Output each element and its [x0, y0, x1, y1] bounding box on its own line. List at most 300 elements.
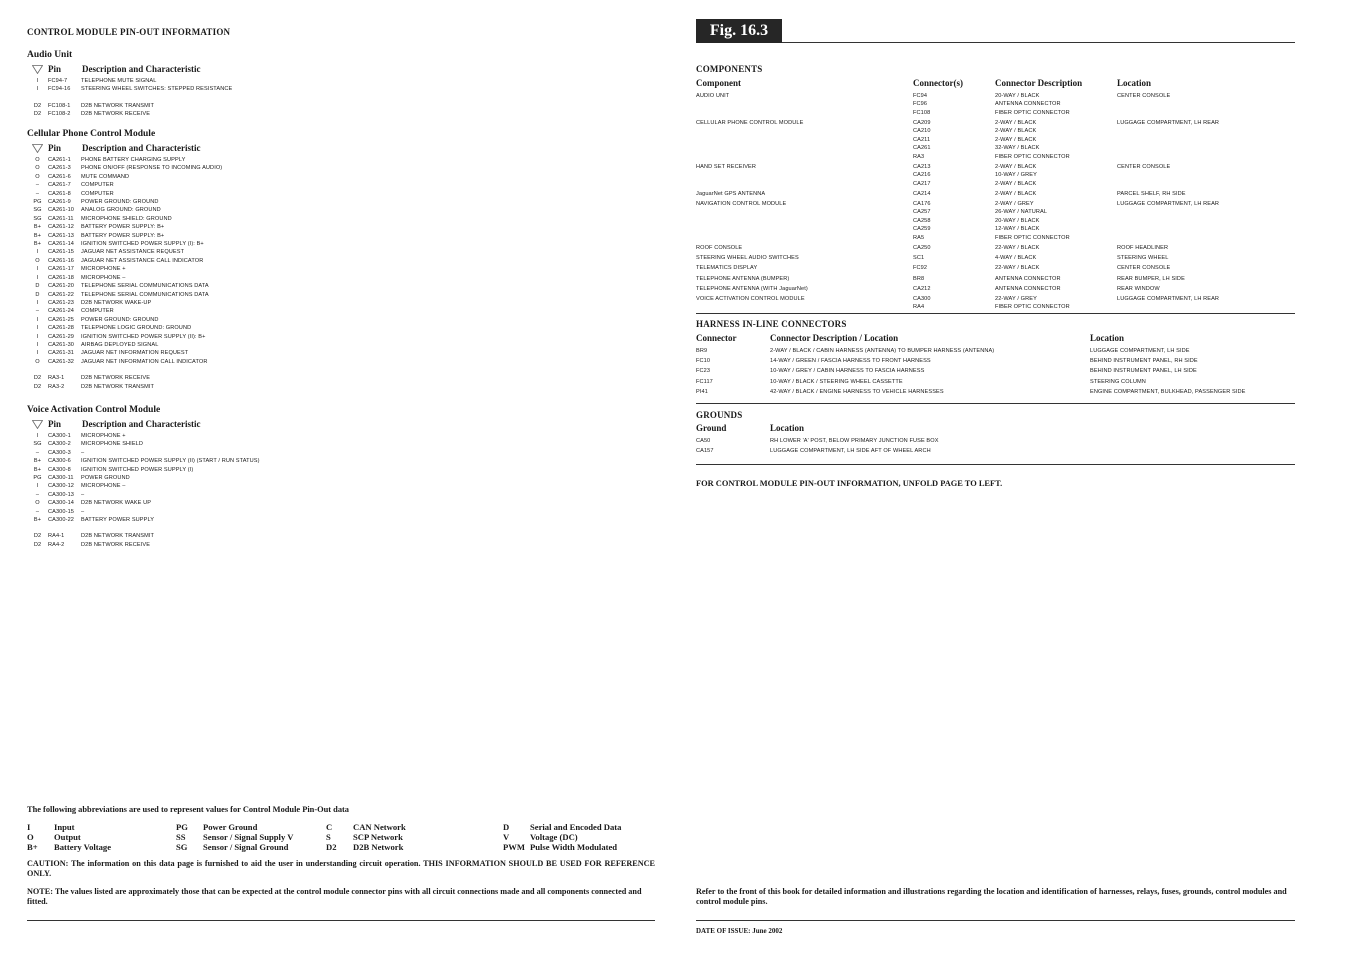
- connector-desc: FIBER OPTIC CONNECTOR: [995, 304, 1070, 311]
- connector-desc: 2-WAY / BLACK: [995, 180, 1037, 187]
- pin-description: JAGUAR NET ASSISTANCE REQUEST: [81, 249, 185, 256]
- pin-row: [27, 440, 657, 448]
- pin-row: [27, 265, 657, 273]
- pin-row: [27, 173, 657, 181]
- component-name: TELEPHONE ANTENNA (WITH JaguarNet): [696, 285, 808, 292]
- connector-id: CA217: [913, 180, 931, 187]
- pin-type: B+: [33, 224, 42, 231]
- pin-description: MICROPHONE SHIELD: [81, 441, 143, 448]
- component-location: LUGGAGE COMPARTMENT, LH REAR: [1117, 201, 1220, 208]
- abbr-entry: [176, 842, 293, 852]
- pin-row: [27, 432, 657, 440]
- abbr-entry: [503, 832, 621, 842]
- pin-description: –: [81, 491, 85, 498]
- col-pin: Pin: [48, 419, 62, 429]
- harness-location: BEHIND INSTRUMENT PANEL, RH SIDE: [1090, 358, 1198, 365]
- pin-row: [27, 181, 657, 189]
- pin-description: D2B NETWORK TRANSMIT: [81, 383, 155, 390]
- harness-row: [696, 357, 1296, 365]
- abbr-meaning: CAN Network: [353, 822, 406, 832]
- pin-type: I: [36, 266, 39, 273]
- pin-id: CA261-1: [48, 157, 71, 163]
- section-header: [27, 419, 657, 429]
- pin-id: RA3-1: [48, 375, 65, 382]
- pin-id: CA261-24: [48, 308, 74, 315]
- harness-rule: [696, 403, 1295, 404]
- connector-id: BR8: [913, 275, 925, 282]
- pin-type: O: [35, 257, 40, 264]
- pin-id: CA261-17: [48, 266, 74, 273]
- pin-type: O: [35, 165, 40, 172]
- pin-id: CA300-12: [48, 483, 74, 490]
- component-location: STEERING WHEEL: [1117, 255, 1169, 262]
- pin-id: CA261-22: [48, 291, 74, 298]
- connector-desc: 4-WAY / BLACK: [995, 255, 1037, 262]
- components-table: [696, 92, 1296, 314]
- pin-type: SG: [33, 207, 42, 214]
- component-name: STEERING WHEEL AUDIO SWITCHES: [696, 255, 799, 262]
- pin-description: D2B NETWORK RECEIVE: [81, 541, 151, 548]
- connector-desc: ANTENNA CONNECTOR: [995, 275, 1061, 282]
- pin-type: PG: [33, 199, 42, 206]
- pin-id: CA300-1: [48, 433, 71, 439]
- ground-id: CA50: [696, 438, 711, 444]
- pin-row: [27, 349, 657, 357]
- signal-type-icon: [27, 65, 48, 74]
- pin-type: –: [35, 449, 40, 456]
- connector-desc: ANTENNA CONNECTOR: [995, 101, 1061, 108]
- pin-group: [27, 156, 657, 366]
- abbr-entry: [326, 832, 406, 842]
- pin-description: STEERING WHEEL SWITCHES: STEPPED RESISTANCE: [81, 86, 233, 93]
- connector-desc: FIBER OPTIC CONNECTOR: [995, 153, 1070, 160]
- pin-description: TELEPHONE MUTE SIGNAL: [81, 78, 157, 84]
- connector-id: CA258: [913, 217, 931, 224]
- harness-table: [696, 347, 1296, 398]
- connector-id: SC1: [913, 255, 925, 262]
- component-location: LUGGAGE COMPARTMENT, LH REAR: [1117, 120, 1220, 127]
- pin-type: SG: [33, 441, 42, 448]
- pin-row: [27, 466, 657, 474]
- pin-id: CA300-13: [48, 491, 74, 498]
- pin-type: B+: [33, 517, 42, 524]
- pin-type: –: [35, 182, 40, 189]
- ground-id: CA157: [696, 448, 714, 455]
- pin-description: MICROPHONE –: [81, 274, 126, 281]
- pin-description: COMPUTER: [81, 190, 114, 197]
- component-connector-desc: [995, 190, 1117, 198]
- connector-id: CA211: [913, 136, 931, 143]
- abbr-code: PWM: [503, 842, 525, 852]
- harness-connector: BR9: [696, 348, 708, 354]
- col-harness-connector: Connector: [696, 333, 737, 343]
- pin-group: [27, 102, 657, 119]
- component-connector-desc: [995, 264, 1117, 272]
- pin-row: [27, 374, 657, 382]
- abbr-code: D: [503, 822, 510, 832]
- pin-id: CA261-23: [48, 299, 74, 306]
- harness-description: 42-WAY / BLACK / ENGINE HARNESS TO VEHICLE HARNESSES: [770, 388, 944, 395]
- harness-row: [696, 347, 1296, 355]
- right-bottom-rule: [696, 920, 1295, 921]
- harness-description: 14-WAY / GREEN / FASCIA HARNESS TO FRONT HARNESS: [770, 358, 931, 365]
- component-location: REAR BUMPER, LH SIDE: [1117, 275, 1185, 282]
- pin-type: D2: [33, 102, 42, 109]
- component-connectors: [913, 264, 995, 272]
- component-name: CELLULAR PHONE CONTROL MODULE: [696, 120, 804, 127]
- pin-row: [27, 248, 657, 256]
- section-title: Voice Activation Control Module: [27, 405, 161, 415]
- col-description: Description and Characteristic: [82, 64, 201, 74]
- harness-location: LUGGAGE COMPARTMENT, LH SIDE: [1090, 348, 1190, 354]
- connector-desc: 2-WAY / GREY: [995, 201, 1034, 208]
- pin-id: CA261-10: [48, 207, 74, 214]
- component-row: [696, 244, 1296, 252]
- connector-id: RA3: [913, 153, 925, 160]
- connector-id: RA4: [913, 304, 925, 311]
- pin-row: [27, 341, 657, 349]
- component-connectors: [913, 295, 995, 312]
- component-row: [696, 285, 1296, 293]
- connector-desc: FIBER OPTIC CONNECTOR: [995, 109, 1070, 116]
- pin-row: [27, 508, 657, 516]
- pin-id: CA261-7: [48, 182, 71, 189]
- col-harness-location: Location: [1090, 333, 1125, 343]
- component-connectors: [913, 244, 995, 252]
- abbr-entry: [503, 842, 621, 852]
- pin-id: CA300-22: [48, 517, 74, 524]
- harness-title: HARNESS IN-LINE CONNECTORS: [696, 319, 847, 329]
- pin-id: CA261-15: [48, 249, 74, 256]
- component-connectors: [913, 119, 995, 161]
- pin-type: I: [36, 78, 39, 84]
- pin-id: CA261-13: [48, 232, 74, 239]
- harness-description: 2-WAY / BLACK / CABIN HARNESS (ANTENNA) TO BUMPER HARNESS (ANTENNA): [770, 348, 995, 354]
- pin-row: [27, 499, 657, 507]
- col-connector-desc: Connector Description: [995, 78, 1083, 88]
- abbr-code: O: [27, 832, 34, 842]
- pin-description: TELEPHONE LOGIC GROUND: GROUND: [81, 325, 192, 332]
- pin-description: D2B NETWORK TRANSMIT: [81, 102, 155, 109]
- component-location: CENTER CONSOLE: [1117, 265, 1171, 272]
- component-connector-desc: [995, 285, 1117, 293]
- harness-connector: PI41: [696, 388, 708, 395]
- abbr-meaning: Input: [54, 822, 75, 832]
- pin-description: D2B NETWORK WAKE-UP: [81, 299, 152, 306]
- pin-id: CA261-18: [48, 274, 74, 281]
- abbr-code: D2: [326, 842, 337, 852]
- pin-id: FC94-16: [48, 86, 71, 93]
- connector-desc: 22-WAY / BLACK: [995, 244, 1040, 251]
- pin-type: B+: [33, 466, 42, 473]
- pin-type: I: [36, 299, 39, 306]
- pin-id: CA300-8: [48, 466, 71, 473]
- pin-row: [27, 516, 657, 524]
- connector-id: CA261: [913, 145, 931, 152]
- pin-row: [27, 190, 657, 198]
- pin-id: FC94-7: [48, 78, 68, 84]
- connector-desc: 22-WAY / GREY: [995, 295, 1037, 302]
- abbr-entry: [27, 842, 111, 852]
- pin-description: ANALOG GROUND: GROUND: [81, 207, 161, 214]
- component-connectors: [913, 163, 995, 188]
- col-ground: Ground: [696, 423, 727, 433]
- pin-description: IGNITION SWITCHED POWER SUPPLY (I): [81, 466, 194, 473]
- abbr-entry: [176, 832, 293, 842]
- abbr-code: SS: [176, 832, 186, 842]
- ground-location: LUGGAGE COMPARTMENT, LH SIDE AFT OF WHEEL ARCH: [770, 448, 931, 455]
- harness-description: 10-WAY / GREY / CABIN HARNESS TO FASCIA HARNESS: [770, 368, 925, 375]
- pin-description: –: [81, 449, 85, 456]
- pin-description: D2B NETWORK WAKE UP: [81, 500, 152, 507]
- pin-id: CA261-9: [48, 199, 71, 206]
- pin-description: POWER GROUND: GROUND: [81, 316, 159, 323]
- connector-id: CA214: [913, 190, 931, 197]
- pin-type: SG: [33, 215, 42, 222]
- component-connector-desc: [995, 92, 1117, 117]
- pin-description: MICROPHONE +: [81, 433, 126, 439]
- pin-row: [27, 85, 657, 93]
- pin-type: –: [35, 190, 40, 197]
- pin-description: JAGUAR NET INFORMATION REQUEST: [81, 350, 189, 357]
- pin-id: FC108-2: [48, 111, 71, 118]
- abbr-meaning: Pulse Width Modulated: [530, 842, 618, 852]
- pin-type: I: [36, 433, 39, 439]
- col-pin: Pin: [48, 143, 62, 153]
- pin-description: PHONE ON/OFF (RESPONSE TO INCOMING AUDIO): [81, 165, 223, 172]
- abbr-code: V: [503, 832, 510, 842]
- pin-description: BATTERY POWER SUPPLY: [81, 517, 155, 524]
- component-name: TELEMATICS DISPLAY: [696, 265, 758, 272]
- pin-id: CA261-6: [48, 173, 71, 180]
- abbr-meaning: Battery Voltage: [54, 842, 112, 852]
- abbr-meaning: Sensor / Signal Ground: [203, 842, 289, 852]
- pin-row: [27, 358, 657, 366]
- connector-desc: 2-WAY / BLACK: [995, 120, 1037, 127]
- section-header: [27, 143, 657, 153]
- connector-desc: 2-WAY / BLACK: [995, 128, 1037, 135]
- signal-type-icon: [27, 144, 48, 153]
- pin-row: [27, 77, 657, 85]
- pinout-section: [27, 405, 657, 549]
- abbr-entry: [503, 822, 621, 832]
- grounds-rule: [696, 464, 1295, 465]
- connector-id: FC108: [913, 109, 931, 116]
- pin-type: D: [35, 283, 40, 290]
- pin-description: BATTERY POWER SUPPLY: B+: [81, 224, 165, 231]
- pin-type: –: [35, 308, 40, 315]
- harness-location: BEHIND INSTRUMENT PANEL, LH SIDE: [1090, 368, 1197, 375]
- pin-list: [27, 77, 657, 119]
- component-connectors: [913, 285, 995, 293]
- pin-row: [27, 240, 657, 248]
- harness-description: 10-WAY / BLACK / STEERING WHEEL CASSETTE: [770, 378, 903, 385]
- component-location: CENTER CONSOLE: [1117, 163, 1171, 170]
- abbr-entry: [326, 822, 406, 832]
- abbr-code: I: [27, 822, 31, 832]
- pin-description: TELEPHONE SERIAL COMMUNICATIONS DATA: [81, 291, 209, 298]
- component-connector-desc: [995, 295, 1117, 312]
- component-row: [696, 275, 1296, 283]
- pin-description: COMPUTER: [81, 182, 114, 189]
- pin-row: [27, 102, 657, 110]
- abbr-code: S: [326, 832, 331, 842]
- grounds-title: GROUNDS: [696, 410, 743, 420]
- caution-note: CAUTION: The information on this data page is furnished to aid the user in understanding circuit operation. THIS INFORMATION SHOULD BE USED FOR REFERENCE ONLY.: [27, 859, 655, 879]
- components-title: COMPONENTS: [696, 64, 763, 74]
- pin-description: D2B NETWORK TRANSMIT: [81, 533, 155, 540]
- abbr-meaning: SCP Network: [353, 832, 403, 842]
- component-row: [696, 295, 1296, 312]
- pin-row: [27, 324, 657, 332]
- pin-row: [27, 532, 657, 540]
- component-row: [696, 119, 1296, 161]
- ground-row: [696, 437, 1296, 445]
- pin-id: CA300-11: [48, 475, 74, 482]
- connector-id: CA300: [913, 295, 931, 302]
- component-name: AUDIO UNIT: [696, 93, 730, 99]
- pin-row: [27, 491, 657, 499]
- connector-id: CA212: [913, 285, 931, 292]
- pin-group: [27, 374, 657, 391]
- pin-row: [27, 291, 657, 299]
- figure-rule: [782, 42, 1295, 43]
- component-name: ROOF CONSOLE: [696, 244, 743, 251]
- connector-id: CA209: [913, 120, 931, 127]
- component-name: JaguarNet GPS ANTENNA: [696, 190, 766, 197]
- pin-id: RA4-1: [48, 533, 65, 540]
- pin-type: D2: [33, 541, 42, 548]
- connector-id: CA250: [913, 244, 931, 251]
- pin-id: CA300-6: [48, 458, 71, 465]
- pin-id: CA300-14: [48, 500, 74, 507]
- abbr-meaning: Voltage (DC): [530, 832, 578, 842]
- connector-desc: 20-WAY / BLACK: [995, 217, 1040, 224]
- pin-type: O: [35, 173, 40, 180]
- component-connectors: [913, 190, 995, 198]
- connector-id: CA259: [913, 226, 931, 233]
- connector-desc: ANTENNA CONNECTOR: [995, 285, 1061, 292]
- abbr-entry: [176, 822, 293, 832]
- connector-desc: 2-WAY / BLACK: [995, 136, 1037, 143]
- pin-id: CA261-30: [48, 341, 74, 348]
- pin-type: B+: [33, 232, 42, 239]
- section-title: Audio Unit: [27, 50, 73, 60]
- pin-row: [27, 457, 657, 465]
- ground-row: [696, 447, 1296, 455]
- component-name: HAND SET RECEIVER: [696, 163, 757, 170]
- col-component: Component: [696, 78, 742, 88]
- connector-id: CA176: [913, 201, 931, 208]
- component-location: ROOF HEADLINER: [1117, 244, 1169, 251]
- pin-description: AIRBAG DEPLOYED SIGNAL: [81, 341, 159, 348]
- connector-id: FC96: [913, 101, 928, 108]
- col-description: Description and Characteristic: [82, 143, 201, 153]
- pin-row: [27, 257, 657, 265]
- pin-id: CA261-29: [48, 333, 74, 340]
- pin-type: O: [35, 500, 40, 507]
- pin-id: CA261-25: [48, 316, 74, 323]
- harness-connector: FC23: [696, 368, 711, 375]
- pin-type: I: [36, 483, 39, 490]
- component-connectors: [913, 200, 995, 242]
- pin-type: D: [35, 291, 40, 298]
- connector-desc: FIBER OPTIC CONNECTOR: [995, 234, 1070, 241]
- pin-group: [27, 432, 657, 524]
- component-row: [696, 200, 1296, 242]
- pin-description: MUTE COMMAND: [81, 173, 130, 180]
- connector-desc: 2-WAY / BLACK: [995, 190, 1037, 197]
- refer-note: Refer to the front of this book for detailed information and illustrations regarding the location and identification of harnesses, relays, fuses, grounds, control modules and control module pins.: [696, 887, 1287, 907]
- pin-id: CA261-20: [48, 283, 74, 290]
- signal-type-icon: [27, 420, 48, 429]
- pin-type: –: [35, 508, 40, 515]
- pin-id: FC108-1: [48, 102, 71, 109]
- pin-list: [27, 432, 657, 549]
- pin-row: [27, 383, 657, 391]
- pin-id: CA261-8: [48, 190, 71, 197]
- harness-row: [696, 378, 1296, 386]
- pin-row: [27, 215, 657, 223]
- abbr-column: [27, 822, 111, 852]
- abbr-column: [503, 822, 621, 852]
- connector-desc: 26-WAY / NATURAL: [995, 209, 1048, 216]
- component-connector-desc: [995, 275, 1117, 283]
- component-connector-desc: [995, 119, 1117, 161]
- pin-id: CA261-14: [48, 241, 74, 248]
- pin-row: [27, 541, 657, 549]
- connector-desc: 32-WAY / BLACK: [995, 145, 1040, 152]
- component-name: VOICE ACTIVATION CONTROL MODULE: [696, 295, 805, 302]
- pin-row: [27, 206, 657, 214]
- connector-desc: 10-WAY / GREY: [995, 172, 1037, 179]
- pin-description: IGNITION SWITCHED POWER SUPPLY (I): B+: [81, 241, 204, 248]
- abbr-code: SG: [176, 842, 188, 852]
- abbr-code: C: [326, 822, 333, 832]
- pin-id: CA261-3: [48, 165, 71, 172]
- pin-row: [27, 232, 657, 240]
- component-location: CENTER CONSOLE: [1117, 93, 1171, 99]
- abbr-entry: [27, 832, 111, 842]
- pin-type: D2: [33, 375, 42, 382]
- abbr-meaning: Power Ground: [203, 822, 258, 832]
- pin-type: I: [36, 341, 39, 348]
- pin-type: I: [36, 333, 39, 340]
- connector-desc: 12-WAY / BLACK: [995, 226, 1040, 233]
- pin-id: CA261-28: [48, 325, 74, 332]
- connector-id: RA5: [913, 234, 925, 241]
- pin-type: I: [36, 316, 39, 323]
- pin-type: D2: [33, 383, 42, 390]
- component-row: [696, 254, 1296, 262]
- pin-row: [27, 307, 657, 315]
- pin-description: –: [81, 508, 85, 515]
- pin-type: D2: [33, 533, 42, 540]
- connector-id: CA213: [913, 163, 931, 170]
- abbr-meaning: Output: [54, 832, 81, 842]
- pin-id: CA300-3: [48, 449, 71, 456]
- pin-type: I: [36, 86, 39, 93]
- pin-description: D2B NETWORK RECEIVE: [81, 375, 151, 382]
- pin-id: CA300-15: [48, 508, 74, 515]
- pinout-section: [27, 50, 657, 119]
- col-description: Description and Characteristic: [82, 419, 201, 429]
- pin-id: CA261-12: [48, 224, 74, 231]
- component-row: [696, 163, 1296, 188]
- pin-description: MICROPHONE –: [81, 483, 126, 490]
- pin-row: [27, 198, 657, 206]
- connector-id: CA257: [913, 209, 931, 216]
